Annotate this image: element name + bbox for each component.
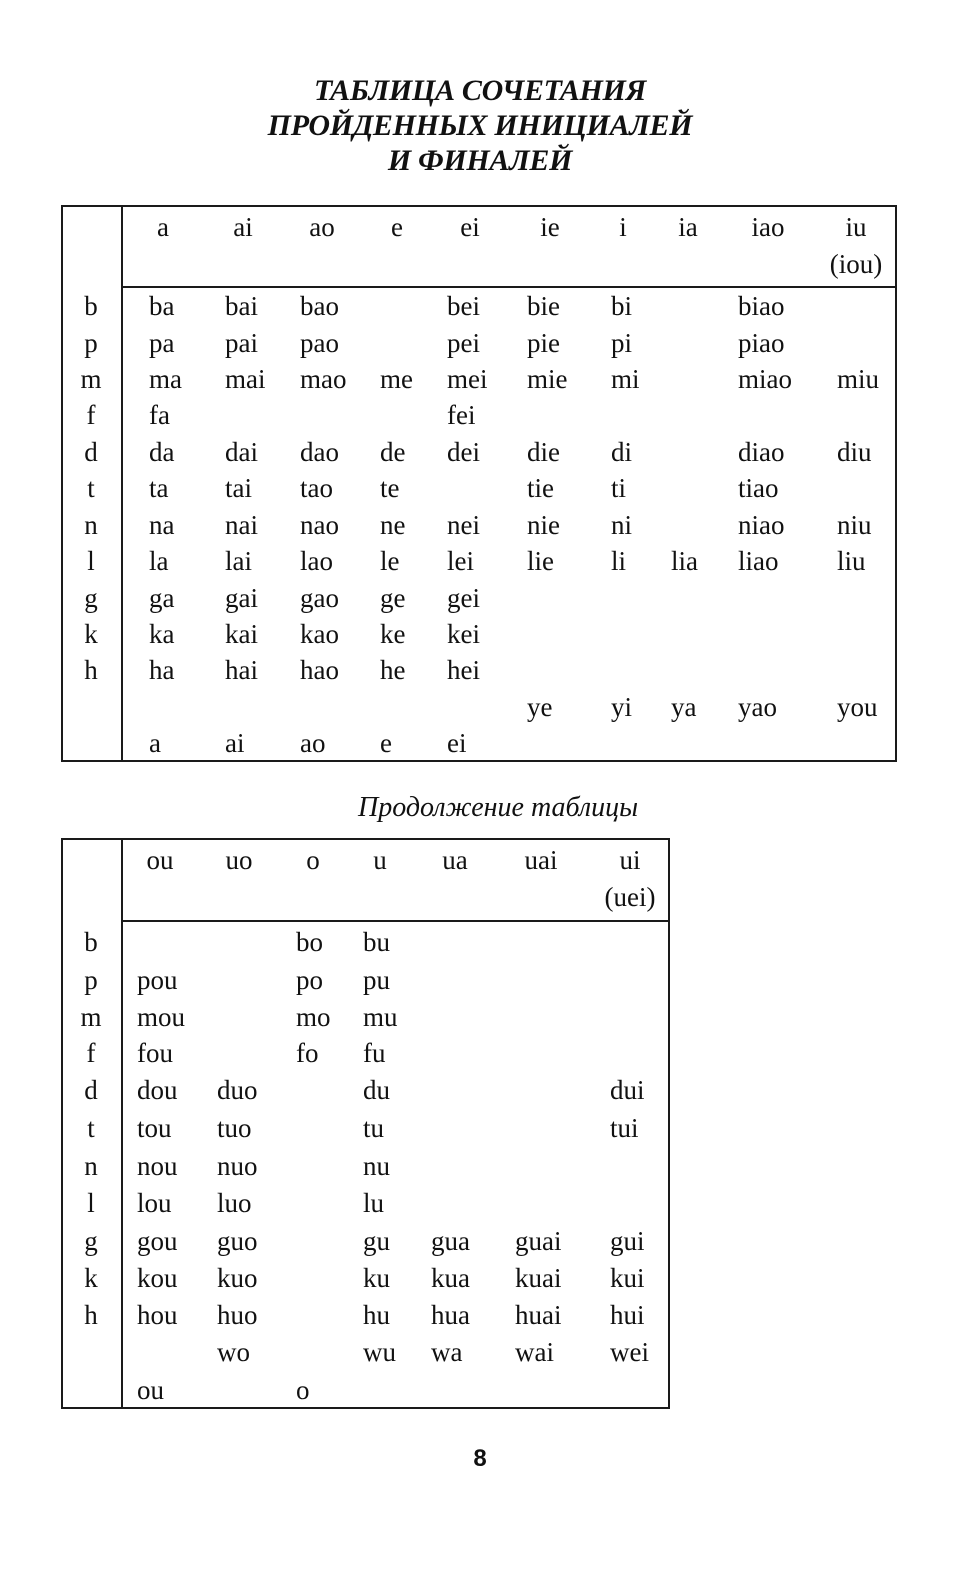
syllable-cell: bie xyxy=(527,291,560,321)
column-header-final: ou xyxy=(146,845,174,875)
row-header-initial: p xyxy=(84,328,98,358)
syllable-cell: kua xyxy=(431,1263,470,1293)
column-header-final: o xyxy=(306,845,320,875)
syllable-cell: ou xyxy=(137,1375,164,1405)
syllable-cell: yao xyxy=(738,692,777,722)
syllable-cell: pou xyxy=(137,965,178,995)
page-number: 8 xyxy=(473,1445,487,1472)
syllable-cell: hou xyxy=(137,1300,178,1330)
column-header-alt: (uei) xyxy=(604,882,656,912)
syllable-cell: dao xyxy=(300,437,339,467)
syllable-cell: a xyxy=(149,728,161,758)
syllable-cell: kui xyxy=(610,1263,645,1293)
header-divider xyxy=(121,920,668,922)
syllable-cell: bu xyxy=(363,927,390,957)
row-header-initial: m xyxy=(80,1002,102,1032)
syllable-cell: nuo xyxy=(217,1151,258,1181)
row-header-initial: b xyxy=(84,291,98,321)
syllable-cell: gua xyxy=(431,1226,470,1256)
syllable-cell: ke xyxy=(380,619,406,649)
syllable-cell: nu xyxy=(363,1151,390,1181)
syllable-cell: ka xyxy=(149,619,175,649)
syllable-cell: fou xyxy=(137,1038,173,1068)
syllable-cell: pa xyxy=(149,328,175,358)
row-header-initial: h xyxy=(84,1300,98,1330)
syllable-cell: li xyxy=(611,546,627,576)
syllable-cell: gou xyxy=(137,1226,178,1256)
column-header-final: ai xyxy=(233,212,253,242)
column-header-final: ie xyxy=(540,212,560,242)
syllable-cell: bao xyxy=(300,291,339,321)
syllable-cell: duo xyxy=(217,1075,258,1105)
continuation-label: Продолжение таблицы xyxy=(358,792,639,823)
syllable-cell: ga xyxy=(149,583,175,613)
row-header-initial: n xyxy=(84,510,98,540)
syllable-cell: gei xyxy=(447,583,480,613)
syllable-cell: nou xyxy=(137,1151,178,1181)
syllable-cell: fei xyxy=(447,400,476,430)
syllable-cell: mo xyxy=(296,1002,331,1032)
syllable-cell: ne xyxy=(380,510,406,540)
syllable-cell: mai xyxy=(225,364,266,394)
syllable-cell: pie xyxy=(527,328,560,358)
syllable-cell: you xyxy=(837,692,878,722)
syllable-cell: ei xyxy=(447,728,467,758)
syllable-cell: ma xyxy=(149,364,182,394)
syllable-cell: fu xyxy=(363,1038,386,1068)
syllable-cell: hai xyxy=(225,655,258,685)
syllable-cell: lou xyxy=(137,1188,172,1218)
syllable-cell: wu xyxy=(363,1337,396,1367)
syllable-cell: pao xyxy=(300,328,339,358)
syllable-cell: mi xyxy=(611,364,640,394)
syllable-cell: fo xyxy=(296,1038,319,1068)
syllable-cell: lia xyxy=(671,546,698,576)
row-header-initial: d xyxy=(84,437,98,467)
syllable-cell: niao xyxy=(738,510,785,540)
syllable-cell: na xyxy=(149,510,175,540)
syllable-cell: niu xyxy=(837,510,872,540)
syllable-cell: kei xyxy=(447,619,480,649)
syllable-cell: mu xyxy=(363,1002,398,1032)
syllable-cell: ya xyxy=(671,692,697,722)
syllable-cell: bei xyxy=(447,291,480,321)
syllable-cell: pai xyxy=(225,328,258,358)
column-header-final: iu xyxy=(845,212,867,242)
initials-divider xyxy=(121,840,123,1407)
row-header-initial: l xyxy=(87,1188,95,1218)
syllable-cell: le xyxy=(380,546,400,576)
syllable-cell: tuo xyxy=(217,1113,252,1143)
row-header-initial: h xyxy=(84,655,98,685)
column-header-final: a xyxy=(157,212,169,242)
syllable-cell: ha xyxy=(149,655,175,685)
syllable-cell: di xyxy=(611,437,633,467)
syllable-cell: bai xyxy=(225,291,258,321)
syllable-cell: guo xyxy=(217,1226,258,1256)
row-header-initial: b xyxy=(84,927,98,957)
column-header-final: uo xyxy=(225,845,253,875)
column-header-alt: (iou) xyxy=(829,249,883,279)
syllable-cell: lai xyxy=(225,546,252,576)
syllable-cell: kai xyxy=(225,619,258,649)
syllable-cell: hei xyxy=(447,655,480,685)
syllable-cell: nai xyxy=(225,510,258,540)
syllable-cell: hu xyxy=(363,1300,390,1330)
column-header-final: uai xyxy=(524,845,558,875)
syllable-cell: dui xyxy=(610,1075,645,1105)
syllable-cell: wei xyxy=(610,1337,649,1367)
syllable-cell: po xyxy=(296,965,323,995)
syllable-cell: piao xyxy=(738,328,785,358)
syllable-cell: luo xyxy=(217,1188,252,1218)
syllable-cell: tie xyxy=(527,473,554,503)
column-header-final: i xyxy=(619,212,627,242)
syllable-cell: tiao xyxy=(738,473,779,503)
syllable-cell: ta xyxy=(149,473,169,503)
syllable-cell: da xyxy=(149,437,175,467)
syllable-cell: he xyxy=(380,655,406,685)
syllable-cell: ni xyxy=(611,510,633,540)
syllable-cell: mou xyxy=(137,1002,186,1032)
syllable-cell: du xyxy=(363,1075,390,1105)
syllable-cell: huai xyxy=(515,1300,562,1330)
column-header-final: ua xyxy=(442,845,468,875)
syllable-cell: ye xyxy=(527,692,553,722)
syllable-cell: nei xyxy=(447,510,480,540)
syllable-cell: ai xyxy=(225,728,245,758)
syllable-cell: lu xyxy=(363,1188,385,1218)
initials-divider xyxy=(121,207,123,760)
syllable-cell: nie xyxy=(527,510,560,540)
column-header-final: ei xyxy=(460,212,480,242)
syllable-cell: e xyxy=(380,728,392,758)
syllable-cell: tai xyxy=(225,473,252,503)
column-header-final: ao xyxy=(309,212,335,242)
syllable-cell: mao xyxy=(300,364,347,394)
syllable-cell: ge xyxy=(380,583,406,613)
syllable-cell: gu xyxy=(363,1226,390,1256)
syllable-cell: lie xyxy=(527,546,554,576)
page-title xyxy=(0,73,960,178)
column-header-final: e xyxy=(391,212,403,242)
row-header-initial: d xyxy=(84,1075,98,1105)
syllable-cell: bi xyxy=(611,291,633,321)
syllable-cell: tu xyxy=(363,1113,385,1143)
syllable-cell: wa xyxy=(431,1337,463,1367)
syllable-cell: tui xyxy=(610,1113,639,1143)
syllable-cell: pi xyxy=(611,328,633,358)
syllable-cell: nao xyxy=(300,510,339,540)
syllable-cell: pei xyxy=(447,328,480,358)
syllable-cell: kao xyxy=(300,619,339,649)
syllable-cell: diu xyxy=(837,437,872,467)
syllable-cell: huo xyxy=(217,1300,258,1330)
syllable-cell: mei xyxy=(447,364,488,394)
row-header-initial: l xyxy=(87,546,95,576)
syllable-cell: wo xyxy=(217,1337,250,1367)
syllable-cell: ti xyxy=(611,473,627,503)
syllable-cell: te xyxy=(380,473,400,503)
title-line-3: И ФИНАЛЕЙ xyxy=(387,144,573,177)
row-header-initial: k xyxy=(84,619,98,649)
row-header-initial: m xyxy=(80,364,102,394)
syllable-cell: yi xyxy=(611,692,633,722)
syllable-cell: miu xyxy=(837,364,880,394)
syllable-cell: tao xyxy=(300,473,333,503)
row-header-initial: f xyxy=(86,400,96,430)
syllable-cell: kuo xyxy=(217,1263,258,1293)
syllable-cell: la xyxy=(149,546,169,576)
syllable-cell: diao xyxy=(738,437,785,467)
row-header-initial: f xyxy=(86,1038,96,1068)
syllable-cell: gao xyxy=(300,583,339,613)
syllable-cell: dai xyxy=(225,437,258,467)
header-divider xyxy=(121,286,895,288)
syllable-cell: lao xyxy=(300,546,333,576)
syllable-cell: ba xyxy=(149,291,175,321)
syllable-cell: miao xyxy=(738,364,792,394)
column-header-final: ia xyxy=(678,212,698,242)
syllable-cell: pu xyxy=(363,965,390,995)
title-line-1: ТАБЛИЦА СОЧЕТАНИЯ xyxy=(314,74,646,107)
syllable-cell: de xyxy=(380,437,406,467)
syllable-cell: tou xyxy=(137,1113,172,1143)
syllable-cell: dou xyxy=(137,1075,178,1105)
syllable-cell: dei xyxy=(447,437,480,467)
syllable-cell: bo xyxy=(296,927,323,957)
syllable-cell: ao xyxy=(300,728,326,758)
syllable-cell: wai xyxy=(515,1337,554,1367)
row-header-initial: t xyxy=(87,1113,95,1143)
syllable-cell: gui xyxy=(610,1226,645,1256)
syllable-cell: biao xyxy=(738,291,785,321)
syllable-cell: guai xyxy=(515,1226,562,1256)
row-header-initial: n xyxy=(84,1151,98,1181)
column-header-final: u xyxy=(373,845,387,875)
column-header-final: iao xyxy=(751,212,785,242)
row-header-initial: g xyxy=(84,1226,98,1256)
row-header-initial: g xyxy=(84,583,98,613)
title-line-2: ПРОЙДЕННЫХ ИНИЦИАЛЕЙ xyxy=(267,109,693,142)
syllable-cell: kuai xyxy=(515,1263,562,1293)
row-header-initial: t xyxy=(87,473,95,503)
syllable-cell: o xyxy=(296,1375,310,1405)
syllable-cell: lei xyxy=(447,546,474,576)
column-header-final: ui xyxy=(619,845,641,875)
row-header-initial: p xyxy=(84,965,98,995)
syllable-cell: fa xyxy=(149,400,170,430)
syllable-cell: ku xyxy=(363,1263,390,1293)
syllable-cell: hui xyxy=(610,1300,645,1330)
syllable-cell: hao xyxy=(300,655,339,685)
syllable-cell: gai xyxy=(225,583,258,613)
syllable-cell: me xyxy=(380,364,413,394)
syllable-cell: liu xyxy=(837,546,866,576)
syllable-cell: kou xyxy=(137,1263,178,1293)
syllable-cell: liao xyxy=(738,546,779,576)
row-header-initial: k xyxy=(84,1263,98,1293)
syllable-cell: die xyxy=(527,437,560,467)
syllable-cell: hua xyxy=(431,1300,470,1330)
syllable-cell: mie xyxy=(527,364,568,394)
